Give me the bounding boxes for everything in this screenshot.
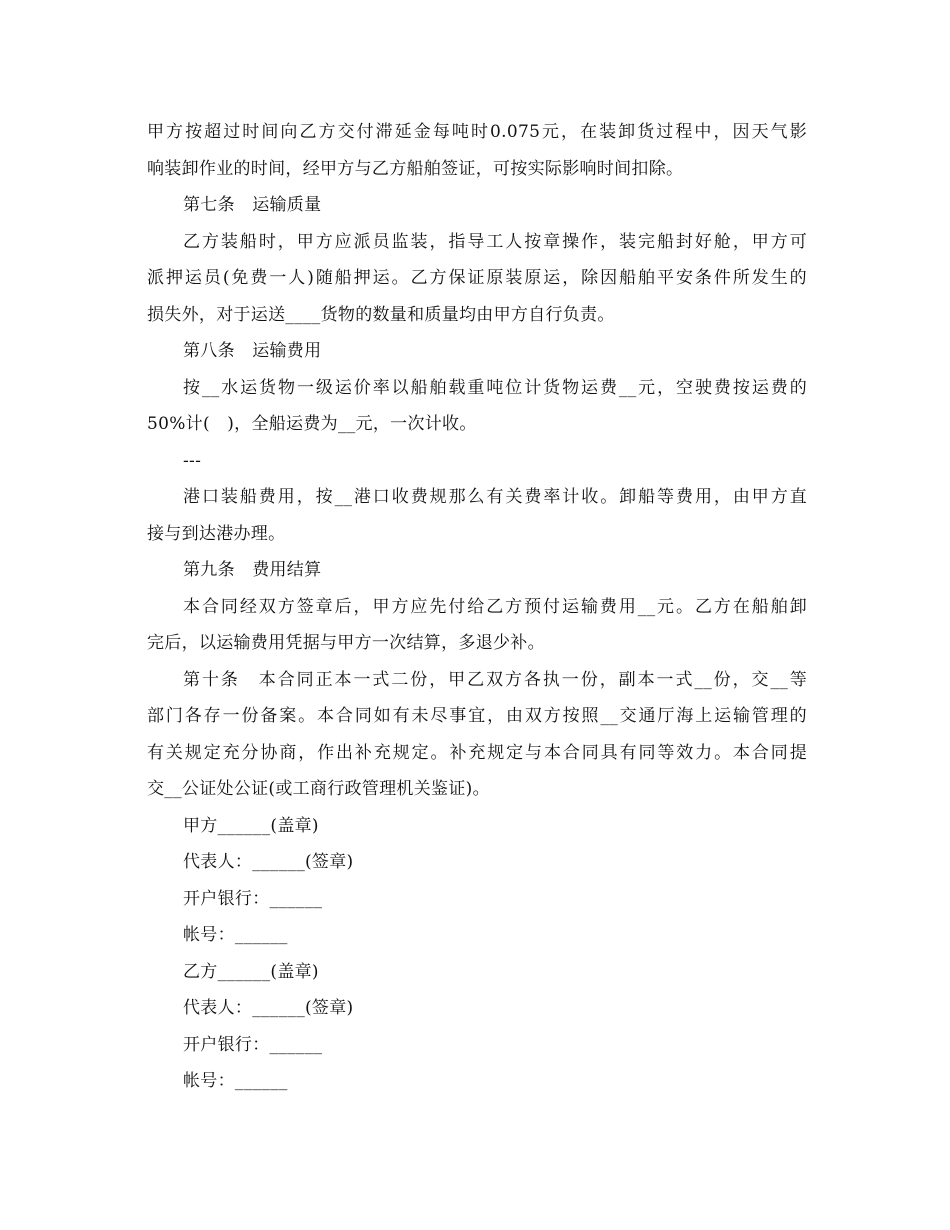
separator-text: ---: [183, 450, 202, 471]
paragraph-line: 完后，以运输费用凭据与甲方一次结算，多退少补。: [147, 633, 545, 653]
paragraph-line: 响装卸作业的时间，经甲方与乙方船舶签证，可按实际影响时间扣除。: [147, 158, 684, 179]
party-a-bank: 开户银行：______: [183, 888, 323, 909]
party-a-seal: 甲方______(盖章): [183, 815, 319, 836]
party-b-seal: 乙方______(盖章): [183, 961, 319, 982]
paragraph-line: 乙方装船时，甲方应派员监装，指导工人按章操作，装完船封好舱，甲方可: [183, 231, 807, 252]
article-heading: 第七条 运输质量: [183, 195, 322, 215]
paragraph-line: 港口装船费用，按__港口收费规那么有关费率计收。卸船等费用，由甲方直: [183, 487, 807, 507]
party-a-account: 帐号：______: [183, 925, 288, 945]
article-paragraph-line: 第十条 本合同正本一式二份，甲乙双方各执一份，副本一式__份，交__等: [183, 669, 807, 690]
paragraph-line: 交__公证处公证(或工商行政管理机关鉴证)。: [147, 779, 490, 799]
paragraph-line: 按__水运货物一级运价率以船舶载重吨位计货物运费__元，空驶费按运费的: [183, 377, 807, 398]
paragraph-line: 部门各存一份备案。本合同如有未尽事宜，由双方按照__交通厅海上运输管理的: [147, 706, 807, 726]
paragraph-line: 本合同经双方签章后，甲方应先付给乙方预付运输费用__元。乙方在船舶卸: [183, 596, 807, 617]
paragraph-line: 接与到达港办理。: [147, 523, 286, 544]
paragraph-line: 损失外，对于运送____货物的数量和质量均由甲方自行负责。: [147, 304, 615, 325]
document-page: [147, 114, 807, 1100]
party-a-representative: 代表人：______(签章): [183, 852, 354, 872]
paragraph-line: 派押运员(免费一人)随船押运。乙方保证原装原运，除因船舶平安条件所发生的: [147, 268, 807, 288]
party-b-account: 帐号：______: [183, 1071, 288, 1091]
party-b-bank: 开户银行：______: [183, 1034, 323, 1055]
paragraph-line: 甲方按超过时间向乙方交付滞延金每吨时0.075元，在装卸货过程中，因天气影: [147, 122, 807, 142]
paragraph-line: 有关规定充分协商，作出补充规定。补充规定与本合同具有同等效力。本合同提: [147, 742, 807, 763]
party-b-representative: 代表人：______(签章): [183, 998, 354, 1018]
paragraph-line: 50%计( )，全船运费为__元，一次计收。: [147, 414, 477, 434]
article-heading: 第九条 费用结算: [183, 560, 322, 580]
article-heading: 第八条 运输费用: [183, 341, 322, 361]
